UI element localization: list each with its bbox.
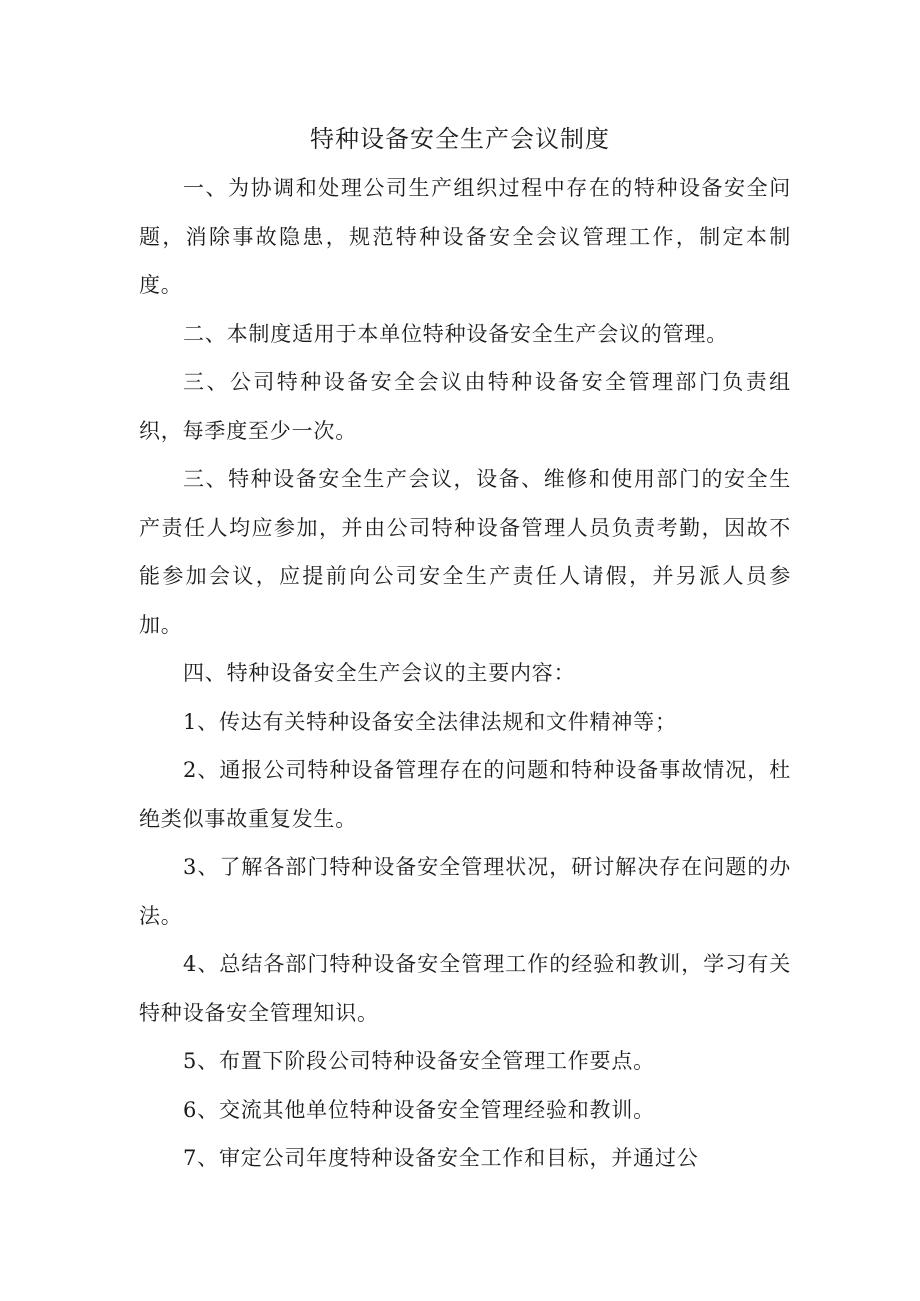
paragraph-2: 二、本制度适用于本单位特种设备安全生产会议的管理。 <box>183 321 728 346</box>
paragraph-1: 一、为协调和处理公司生产组织过程中存在的特种设备安全问题，消除事故隐患，规范特种设备安全会议管理工作，制定本制度。 <box>139 176 791 297</box>
list-item-5: 5、布置下阶段公司特种设备安全管理工作要点。 <box>183 1049 655 1073</box>
paragraph-4: 三、特种设备安全生产会议，设备、维修和使用部门的安全生产责任人均应参加，并由公司特种设备管理人员负责考勤，因故不能参加会议，应提前向公司安全生产责任人请假，并另派人员参加。 <box>139 467 791 637</box>
paragraph-3: 三、公司特种设备安全会议由特种设备安全管理部门负责组织，每季度至少一次。 <box>139 370 791 443</box>
list-item-2: 2、通报公司特种设备管理存在的问题和特种设备事故情况，杜绝类似事故重复发生。 <box>139 758 791 831</box>
list-item-4: 4、总结各部门特种设备安全管理工作的经验和教训，学习有关特种设备安全管理知识。 <box>139 952 791 1025</box>
list-item-6: 6、交流其他单位特种设备安全管理经验和教训。 <box>183 1097 655 1122</box>
document-body <box>139 164 791 1183</box>
list-item-1: 1、传达有关特种设备安全法律法规和文件精神等； <box>183 709 677 734</box>
list-item-7: 7、审定公司年度特种设备安全工作和目标，并通过公 <box>183 1146 699 1170</box>
paragraph-5: 四、特种设备安全生产会议的主要内容： <box>183 661 576 685</box>
list-item-3: 3、了解各部门特种设备安全管理状况，研讨解决存在问题的办法。 <box>139 855 791 928</box>
document-title: 特种设备安全生产会议制度 <box>310 125 610 153</box>
